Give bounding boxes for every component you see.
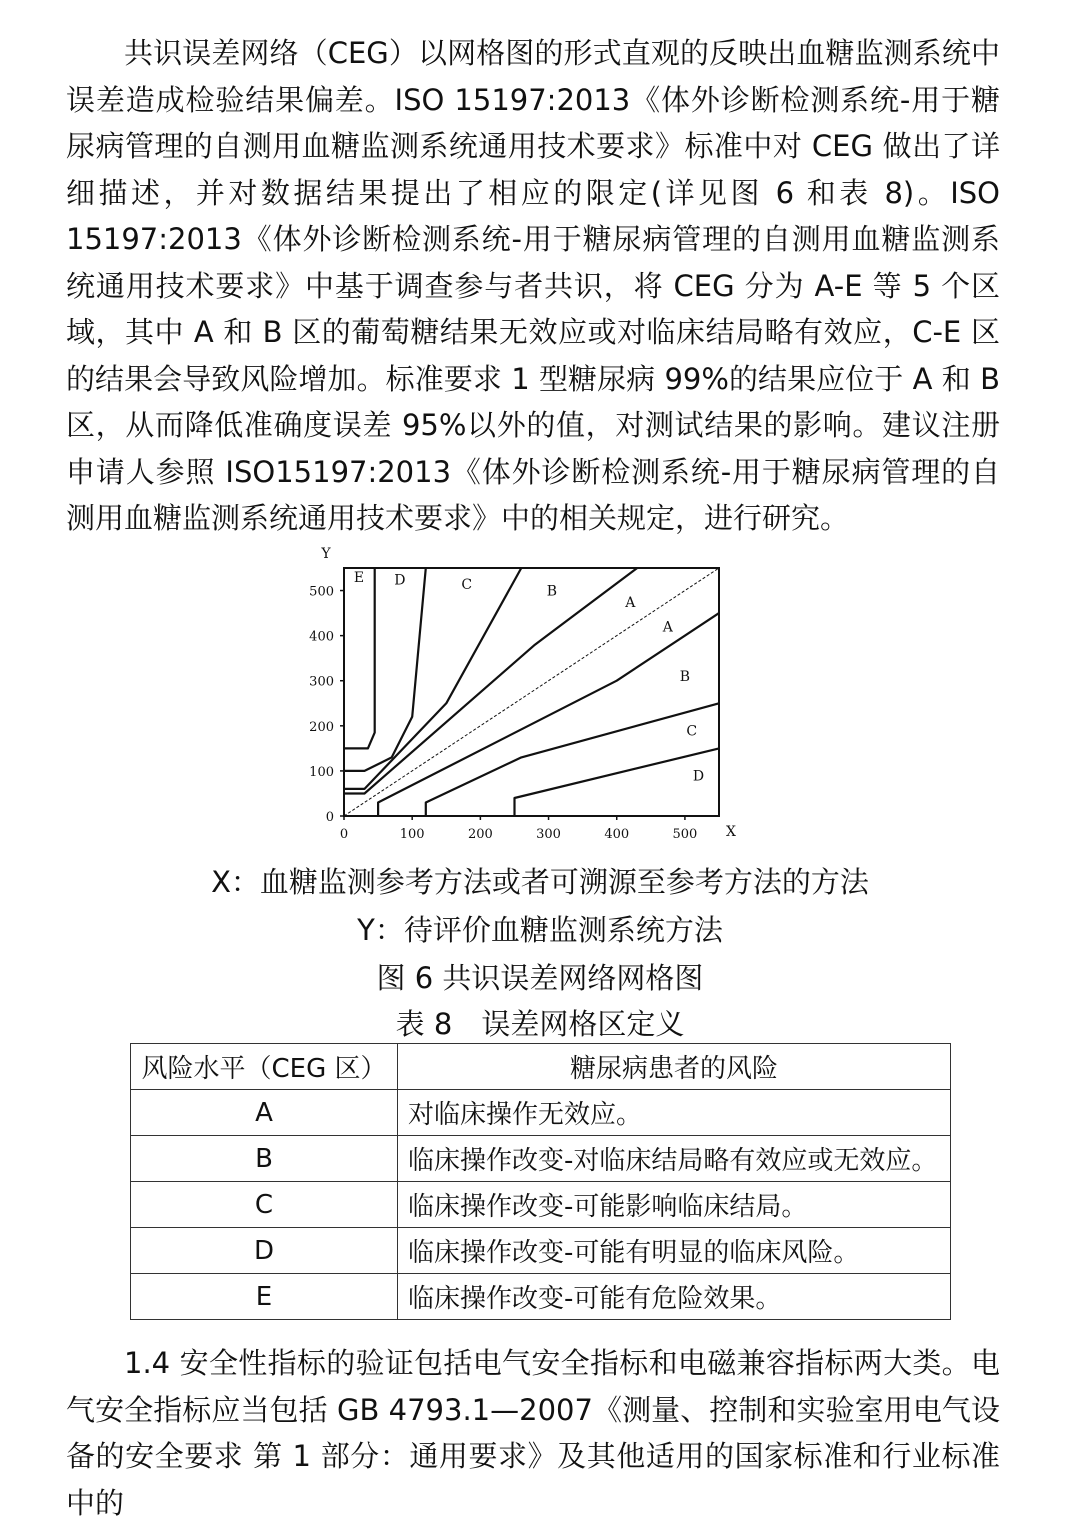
table-header-row xyxy=(131,1044,951,1090)
risk-cell: 对临床操作无效应。 xyxy=(398,1090,951,1136)
risk-cell: 临床操作改变-可能有危险效果。 xyxy=(398,1274,951,1320)
x-tick-label: 500 xyxy=(672,827,698,842)
table-row xyxy=(131,1274,951,1320)
table-row xyxy=(131,1182,951,1228)
zone-boundary-line xyxy=(515,748,720,816)
x-tick-label: 400 xyxy=(604,827,630,842)
header-patient-risk: 糖尿病患者的风险 xyxy=(398,1044,951,1090)
risk-cell: 临床操作改变-可能影响临床结局。 xyxy=(398,1182,951,1228)
zone-cell: E xyxy=(131,1274,398,1320)
zone-boundary-line xyxy=(344,568,426,771)
header-risk-level: 风险水平（CEG 区） xyxy=(131,1044,398,1090)
zone-cell: D xyxy=(131,1228,398,1274)
zone-label: D xyxy=(692,768,705,785)
x-tick-label: 300 xyxy=(536,827,561,842)
zone-label: D xyxy=(394,572,406,589)
figure-caption: 图 6 共识误差网络网格图 xyxy=(376,961,704,995)
zone-label: A xyxy=(662,619,673,636)
error-grid-table xyxy=(130,1043,951,1320)
intro-paragraph: 共识误差网络（CEG）以网格图的形式直观的反映出血糖监测系统中误差造成检验结果偏差。ISO 15197:2013《体外诊断检测系统-用于糖尿病管理的自测用血糖监测系统通用技术要求》标准中对 CEG 做出了详细描述，并对数据结果提出了相应的限定(详见图 6 和表 8)。ISO 15197:2013《体外诊断检测系统-用于糖尿病管理的自测用血糖监测系统通用技术要求》中基于调查参与者共识，将 CEG 分为 A-E 等 5 个区域，其中 A 和 B 区的葡萄糖结果无效应或对临床结局略有效应，C-E 区的结果会导致风险增加。标准要求 1 型糖尿病 99%的结果应位于 A 和 B 区，从而降低准确度误差 95%以外的值，对测试结果的影响。建议注册申请人参照 ISO15197:2013《体外诊断检测系统-用于糖尿病管理的自测用血糖监测系统通用技术要求》中的相关规定，进行研究。 xyxy=(66,36,1000,535)
y-tick-label: 300 xyxy=(309,674,334,690)
y-axis-label: Y xyxy=(321,546,331,562)
ceg-chart xyxy=(290,544,760,844)
y-tick-label: 500 xyxy=(309,584,334,600)
risk-cell: 临床操作改变-可能有明显的临床风险。 xyxy=(398,1228,951,1274)
x-tick-label: 200 xyxy=(467,827,493,842)
table-title: 表 8 误差网格区定义 xyxy=(395,1007,685,1041)
x-axis-caption: X：血糖监测参考方法或者可溯源至参考方法的方法 xyxy=(211,865,869,899)
zone-boundary-line xyxy=(344,568,375,748)
y-tick-label: 0 xyxy=(325,810,334,825)
zone-label: C xyxy=(461,576,473,593)
zone-cell: A xyxy=(131,1090,398,1136)
zone-label: C xyxy=(686,723,698,740)
x-tick-label: 0 xyxy=(339,827,349,842)
table-row xyxy=(131,1090,951,1136)
zone-label: E xyxy=(353,570,365,587)
identity-line xyxy=(344,568,719,816)
x-tick-label: 100 xyxy=(399,827,425,842)
section-1-4-paragraph: 1.4 安全性指标的验证包括电气安全指标和电磁兼容指标两大类。电气安全指标应当包括 GB 4793.1—2007《测量、控制和实验室用电气设备的安全要求 第 1 部分：通用要求》及其他适用的国家标准和行业标准中的 xyxy=(66,1346,1000,1520)
y-axis-caption: Y：待评价血糖监测系统方法 xyxy=(357,913,723,947)
zone-cell: B xyxy=(131,1136,398,1182)
x-axis-label: X xyxy=(726,824,736,840)
zone-label: B xyxy=(546,583,558,600)
zone-label: B xyxy=(679,669,691,686)
table-row xyxy=(131,1228,951,1274)
y-tick-label: 100 xyxy=(309,764,334,780)
risk-cell: 临床操作改变-对临床结局略有效应或无效应。 xyxy=(398,1136,951,1182)
table-row xyxy=(131,1136,951,1182)
zone-cell: C xyxy=(131,1182,398,1228)
zone-boundary-line xyxy=(378,613,719,816)
y-tick-label: 200 xyxy=(309,719,334,735)
zone-label: A xyxy=(625,594,636,611)
y-tick-label: 400 xyxy=(309,629,334,645)
